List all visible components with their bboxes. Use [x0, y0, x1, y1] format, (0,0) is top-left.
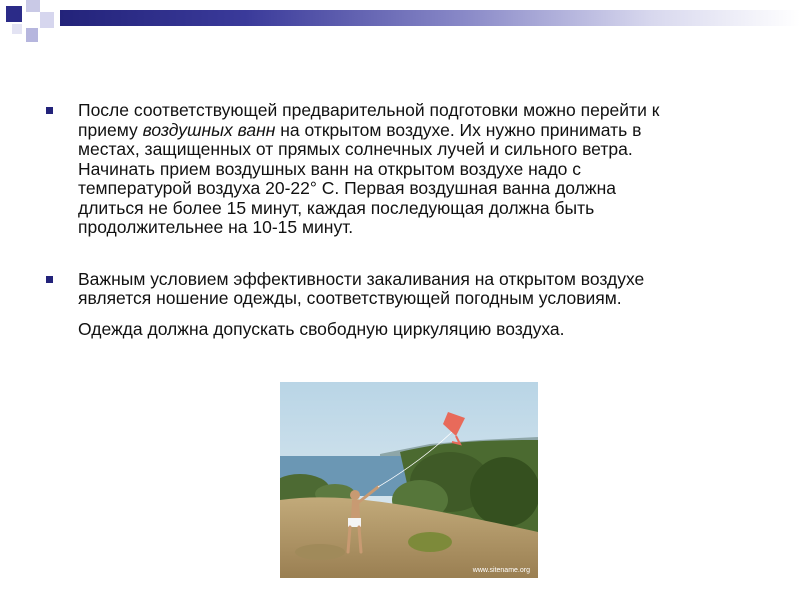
decor-square-icon [6, 6, 22, 22]
photo-illustration [280, 382, 538, 578]
bullet-square-icon [46, 276, 53, 283]
decor-square-icon [12, 24, 22, 34]
bullet-text: После соответствующей предварительной подготовки можно перейти к [78, 100, 660, 120]
bullet-square-icon [46, 107, 53, 114]
tree [470, 457, 538, 527]
decor-square-icon [26, 0, 40, 12]
note-text: Одежда должна допускать свободную циркуляцию воздуха. [78, 318, 565, 339]
slide-body [46, 101, 746, 339]
emphasis-term: воздушных ванн [142, 119, 276, 140]
grass [408, 532, 452, 552]
bullet-paragraph [78, 101, 746, 238]
decor-square-icon [40, 12, 54, 28]
bullet-item [46, 270, 746, 309]
grass [295, 544, 345, 560]
bullet-text: приему [78, 119, 143, 140]
bullet-paragraph: Важным условием эффективности закаливания на открытом воздухе является ношение одежды, соответствующей погодным условиям. [78, 268, 645, 308]
photo-watermark: www.sitename.org [472, 567, 530, 574]
bullet-text: местах, защищенных от прямых солнечных лучей и сильного ветра. Начинать прием воздушных ванн на открытом воздухе надо с температурой воздуха 20-22° С. Первая воздушная ванна должна длиться не более 15 минут, каждая последующая должна быть продолжительнее на 10-15 минут. [78, 139, 633, 237]
photo-kite-beach [280, 382, 538, 578]
bullet-text: на открытом воздухе. Их нужно принимать в [275, 119, 642, 140]
header-gradient-bar [60, 10, 800, 26]
bullet-item [46, 101, 746, 238]
decor-square-icon [26, 28, 38, 42]
